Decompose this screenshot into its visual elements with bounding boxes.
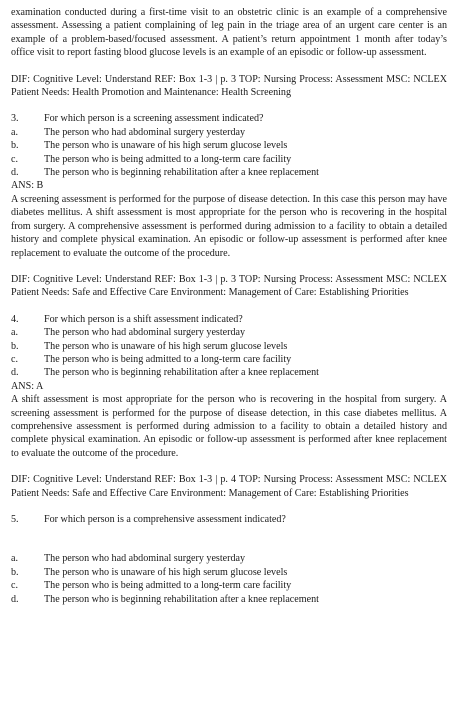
option-text: The person who is unaware of his high serum glucose levels <box>44 140 288 152</box>
question-meta: DIF: Cognitive Level: Understand REF: Box 1-3 | p. 3 TOP: Nursing Process: Assessment MSC: NCLEX Patient Needs: Safe and Effective Care Environment: Management of Care: Establishing Priorities <box>11 273 447 299</box>
question-block <box>11 513 447 606</box>
option-letter: b. <box>11 566 19 578</box>
option-text: The person who is unaware of his high serum glucose levels <box>44 566 288 578</box>
question-block <box>11 313 447 500</box>
question-text: For which person is a shift assessment indicated? <box>44 313 243 325</box>
option-letter: d. <box>11 593 19 605</box>
question-number: 4. <box>11 313 19 325</box>
option-letter: c. <box>11 153 19 165</box>
answer-option <box>11 153 447 166</box>
option-text: The person who is beginning rehabilitation after a knee replacement <box>44 593 319 605</box>
answer-option <box>11 366 447 379</box>
answer-option <box>11 593 447 606</box>
answer-option <box>11 166 447 179</box>
answer-option <box>11 139 447 152</box>
option-text: The person who is beginning rehabilitation after a knee replacement <box>44 167 319 179</box>
question-meta: DIF: Cognitive Level: Understand REF: Box 1-3 | p. 4 TOP: Nursing Process: Assessment MSC: NCLEX Patient Needs: Safe and Effective Care Environment: Management of Care: Establishing Priorities <box>11 474 447 499</box>
option-letter: c. <box>11 353 19 365</box>
answer-option <box>11 579 447 592</box>
option-text: The person who is being admitted to a long-term care facility <box>44 153 292 165</box>
answer-key: ANS: A <box>11 380 44 392</box>
question-number: 5. <box>11 514 19 525</box>
answer-option <box>11 126 447 139</box>
option-text: The person who had abdominal surgery yesterday <box>44 126 246 138</box>
option-letter: d. <box>11 167 19 179</box>
answer-option <box>11 552 447 565</box>
rationale: A shift assessment is most appropriate for the person who is recovering in the hospital from surgery. A screening assessment is performed for the purpose of disease detection, in this case diabetes mellitus. A comprehensive assessment is performed during admission to a facility to obtain a detailed history and complete physical examination. An episodic or follow-up assessment is performed after knee replacement to evaluate the outcome of the procedure. <box>11 394 447 459</box>
option-text: The person who is being admitted to a long-term care facility <box>44 580 292 592</box>
question-stem <box>11 112 447 125</box>
option-text: The person who is being admitted to a long-term care facility <box>44 353 292 365</box>
option-letter: b. <box>11 140 19 152</box>
question-block <box>11 112 447 299</box>
question-stem <box>11 513 447 526</box>
option-letter: c. <box>11 580 19 592</box>
question-stem <box>11 313 447 326</box>
document-page <box>11 6 447 606</box>
answer-option <box>11 340 447 353</box>
option-letter: a. <box>11 553 19 565</box>
option-text: The person who had abdominal surgery yesterday <box>44 327 246 339</box>
option-text: The person who is beginning rehabilitation after a knee replacement <box>44 367 319 379</box>
rationale: A screening assessment is performed for the purpose of disease detection. In this case this person may have diabetes mellitus. A shift assessment is most appropriate for the person who is recovering in the hospital from surgery. A comprehensive assessment is performed during admission to a facility to obtain a detailed history and complete physical examination. An episodic or follow-up assessment is performed after knee replacement to evaluate the outcome of the procedure. <box>11 193 447 259</box>
intro-rationale: examination conducted during a first-time visit to an obstetric clinic is an example of a comprehensive assessment. Assessing a patient complaining of leg pain in the triage area of an urgent care center is an example of a problem-based/focused assessment. A patient’s return appointment 1 month after today’s office visit to report fasting blood glucose levels is an example of an episodic or follow-up assessment. <box>11 7 447 59</box>
answer-key: ANS: B <box>11 180 44 192</box>
option-text: The person who is unaware of his high serum glucose levels <box>44 340 288 352</box>
option-letter: d. <box>11 367 19 379</box>
option-text: The person who had abdominal surgery yesterday <box>44 553 246 565</box>
option-letter: b. <box>11 340 19 352</box>
question-text: For which person is a comprehensive assessment indicated? <box>44 514 286 525</box>
answer-option <box>11 566 447 579</box>
answer-option <box>11 326 447 339</box>
option-letter: a. <box>11 327 19 339</box>
question-number: 3. <box>11 113 19 125</box>
answer-option <box>11 353 447 366</box>
intro-meta: DIF: Cognitive Level: Understand REF: Box 1-3 | p. 3 TOP: Nursing Process: Assessment MSC: NCLEX Patient Needs: Health Promotion and Maintenance: Health Screening <box>11 73 447 99</box>
option-letter: a. <box>11 126 19 138</box>
question-text: For which person is a screening assessment indicated? <box>44 113 264 125</box>
